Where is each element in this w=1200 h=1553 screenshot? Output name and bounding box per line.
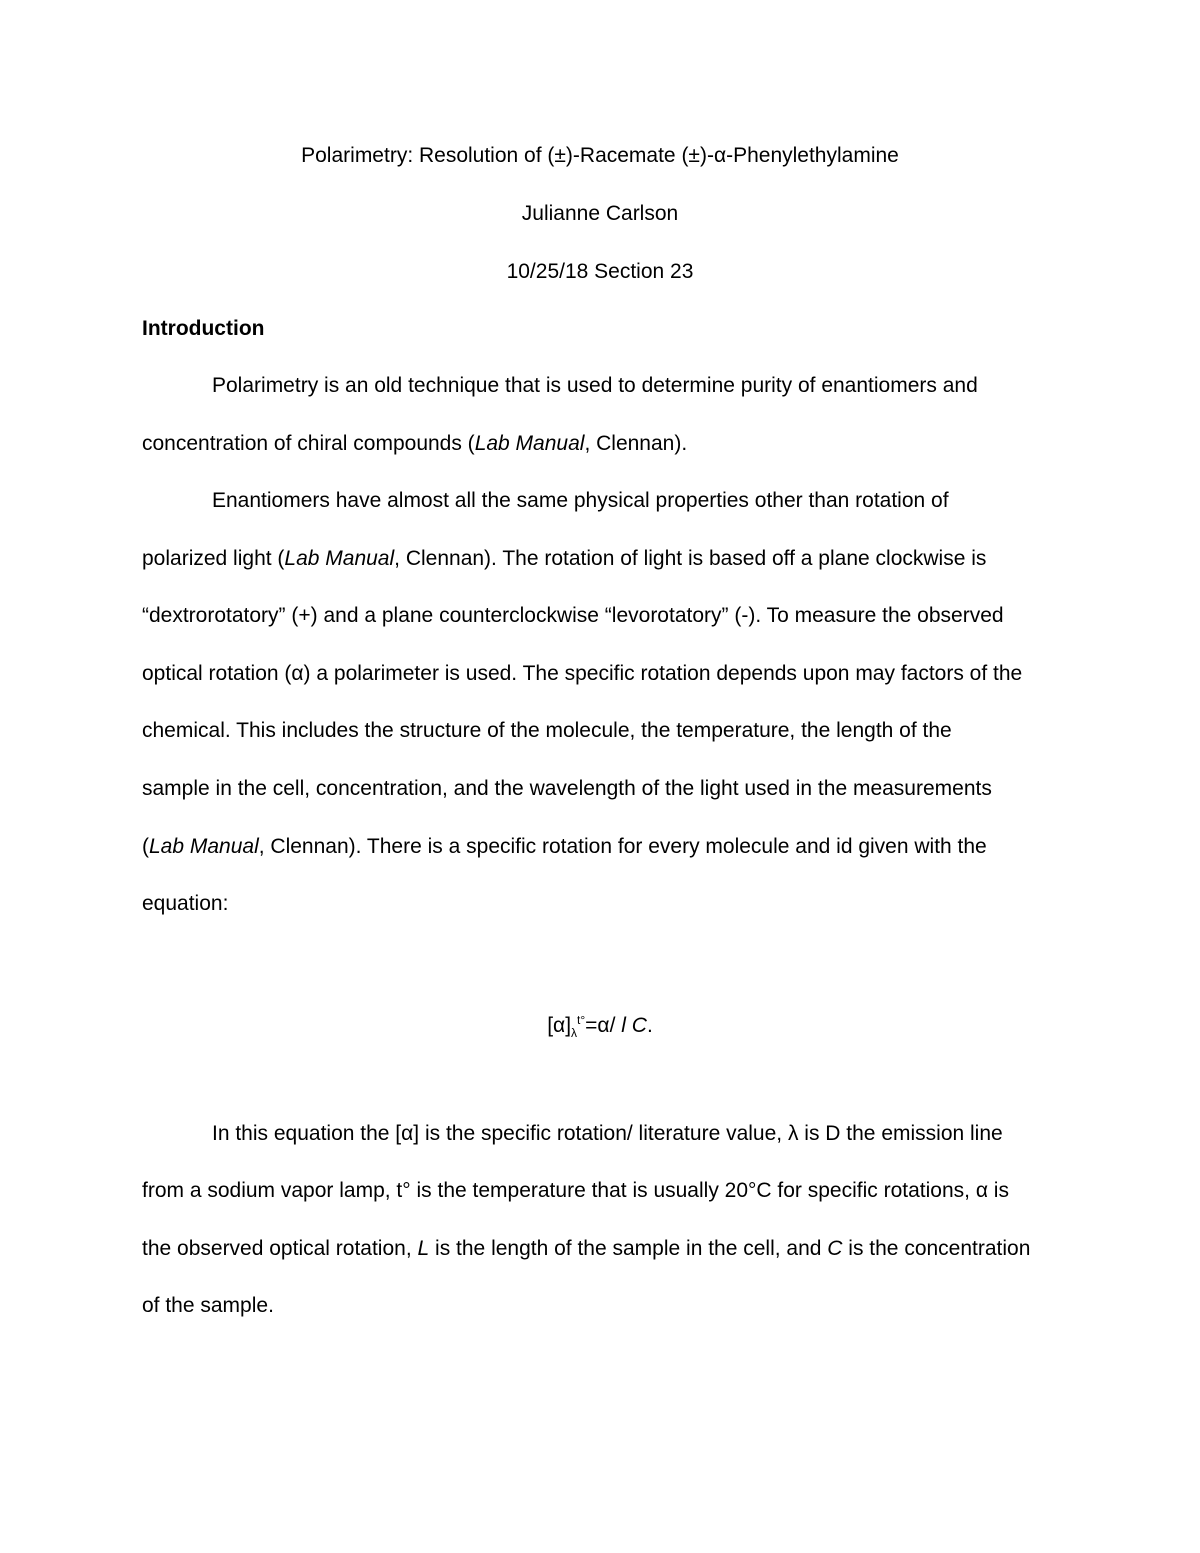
paragraph-line: (Lab Manual, Clennan). There is a specific rotation for every molecule and id given with the	[142, 835, 987, 858]
paragraph-line: chemical. This includes the structure of the molecule, the temperature, the length of the	[142, 719, 952, 742]
paragraph-line: Polarimetry is an old technique that is used to determine purity of enantiomers and	[212, 374, 978, 397]
paragraph-line: from a sodium vapor lamp, t° is the temperature that is usually 20°C for specific rotations, α is	[142, 1179, 1009, 1202]
citation-italic: Lab Manual	[474, 432, 585, 455]
paragraph-line: “dextrorotatory” (+) and a plane counterclockwise “levorotatory” (-). To measure the observed	[142, 604, 1004, 627]
section-heading: Introduction	[142, 317, 265, 340]
paragraph-line: concentration of chiral compounds (Lab Manual, Clennan).	[142, 432, 688, 455]
paragraph-line: of the sample.	[142, 1294, 274, 1317]
paragraph-line: sample in the cell, concentration, and the wavelength of the light used in the measurements	[142, 777, 992, 800]
paragraph-line: polarized light (Lab Manual, Clennan). The rotation of light is based off a plane clockwise is	[142, 547, 987, 570]
paragraph-line: optical rotation (α) a polarimeter is used. The specific rotation depends upon may factors of the	[142, 662, 1023, 685]
paragraph-line: In this equation the [α] is the specific rotation/ literature value, λ is D the emission line	[212, 1122, 1003, 1145]
paragraph-line: the observed optical rotation, L is the length of the sample in the cell, and C is the concentration	[142, 1237, 1031, 1260]
date-section: 10/25/18 Section 23	[506, 260, 694, 283]
paragraph-line: Enantiomers have almost all the same physical properties other than rotation of	[212, 489, 949, 512]
citation-italic: Lab Manual	[149, 835, 259, 858]
paragraph-line: equation:	[142, 892, 229, 915]
author-name: Julianne Carlson	[521, 202, 679, 225]
citation-italic: Lab Manual	[284, 547, 395, 570]
document-title: Polarimetry: Resolution of (±)-Racemate (±)-α-Phenylethylamine	[301, 144, 899, 167]
specific-rotation-equation: $[\alpha]_\lambda^{t^\circ}=\alpha/$ l C.	[547, 1013, 653, 1041]
